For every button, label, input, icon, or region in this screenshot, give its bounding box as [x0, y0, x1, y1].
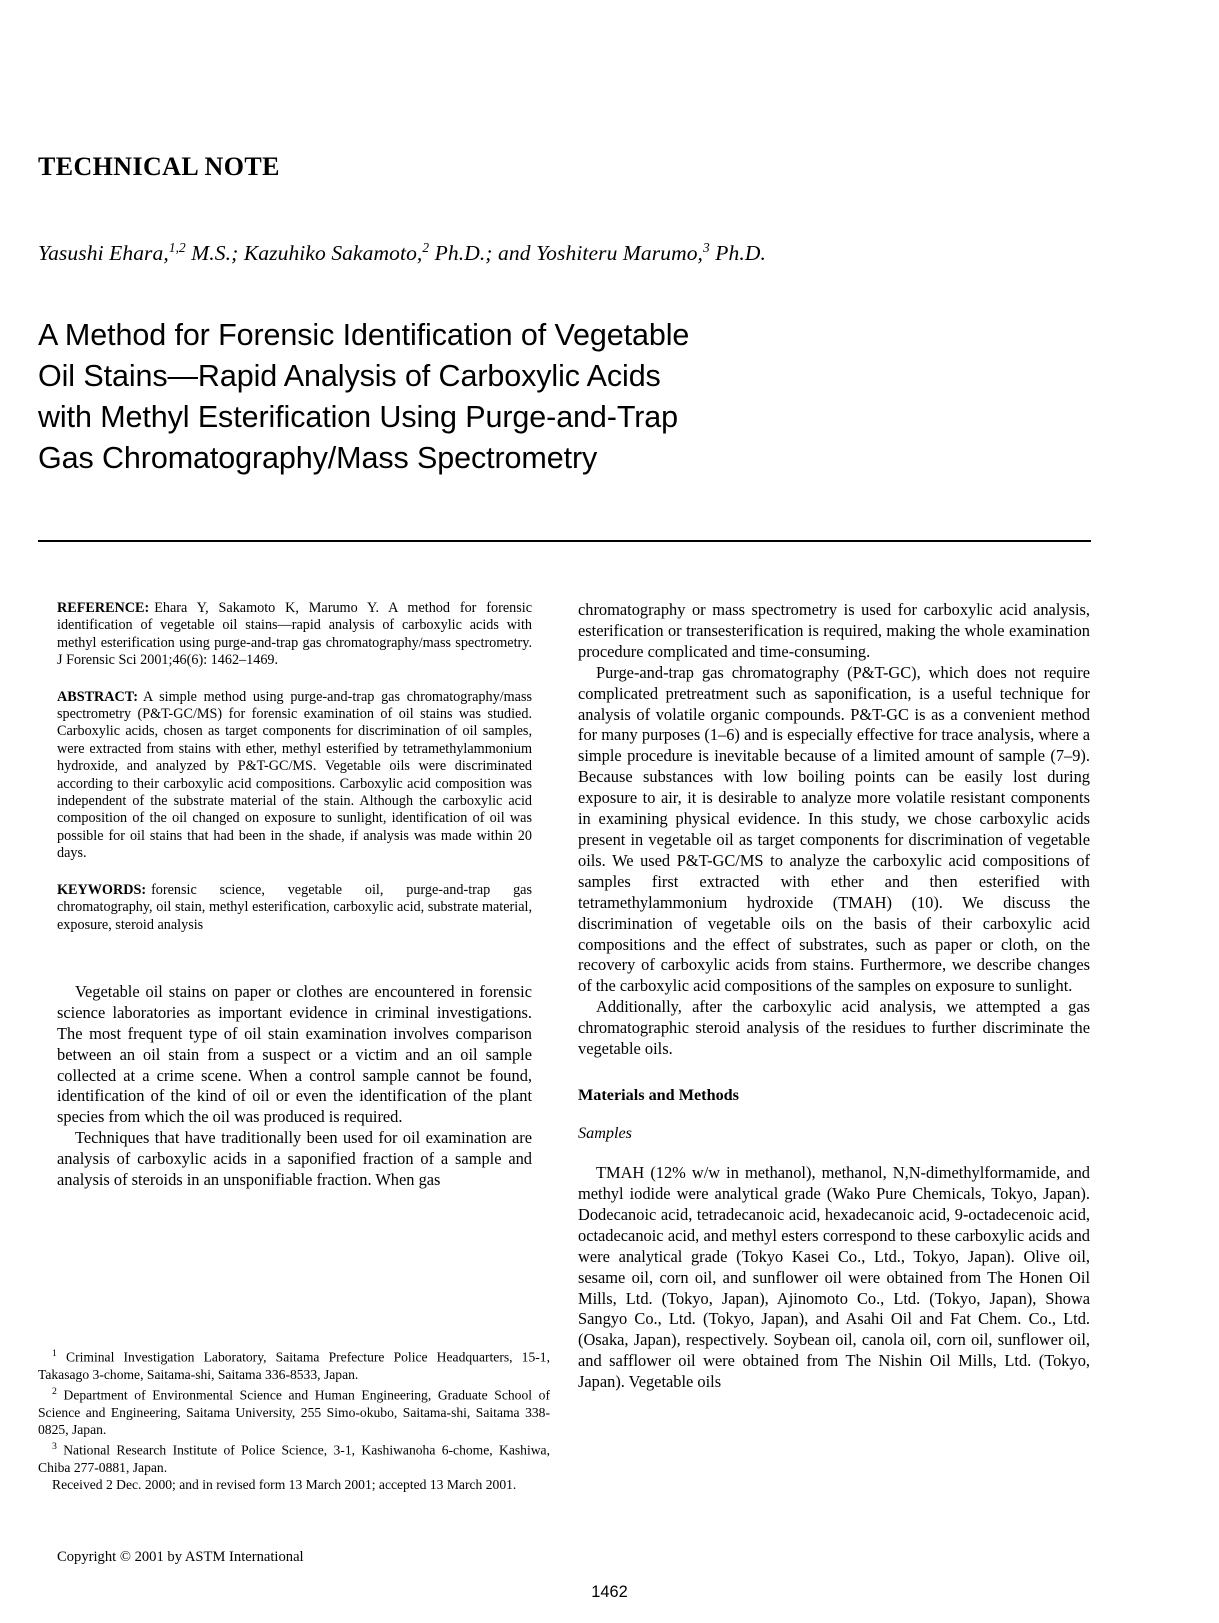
footnote-2: $^2$ Department of Environmental Science and Human Engineering, Graduate School of Science and Engineering, Saitama University, 255 Simo-okubo, Saitama-shi, Saitama 338-0825, Japan. — [38, 1385, 550, 1437]
footnote-3: $^3$ National Research Institute of Police Science, 3-1, Kashiwanoha 6-chome, Kashiwa, Chiba 277-0881, Japan. — [38, 1441, 550, 1475]
footnote-1: $^1$ Criminal Investigation Laboratory, Saitama Prefecture Police Headquarters, 15-1, Takasago 3-chome, Saitama-shi, Saitama 336-8533, Japan. — [38, 1348, 550, 1382]
intro-paragraph-3: Purge-and-trap gas chromatography (P&T-GC), which does not require complicated pretreatment such as saponification, is a useful technique for analysis of volatile organic compounds. P&T-GC is as a convenient method for many purposes (1–6) and is especially effective for trace analysis, where a simple procedure is inevitable because of a limited amount of sample (7–9). Because substances with low boiling points can be easily lost during exposure to air, it is desirable to analyze more volatile resistant components in examining physical evidence. In this study, we chose carboxylic acids present in vegetable oil as target components for discrimination of vegetable oils. We used P&T-GC/MS to analyze the carboxylic acid compositions of samples first extracted with ether and then esterified with tetramethylammonium hydroxide (TMAH) (10). We discuss the discrimination of vegetable oils on the basis of their carboxylic acid compositions and the effect of substrates, such as paper or cloth, on the recovery of carboxylic acids from stains. Furthermore, we describe changes of the carboxylic acid compositions of the samples on exposure to sunlight. — [578, 662, 1090, 996]
intro-paragraph-1: Vegetable oil stains on paper or clothes are encountered in forensic science laboratories as important evidence in criminal investigations. The most frequent type of oil stain examination involves comparison between an oil stain from a suspect or a victim and an oil sample collected at a crime scene. When a control sample cannot be found, identification of the kind of oil or even the identification of the plant species from which the oil was produced is required. — [57, 981, 532, 1127]
intro-paragraph-4: Additionally, after the carboxylic acid analysis, we attempted a gas chromatographic steroid analysis of the residues to further discriminate the vegetable oils. — [578, 997, 1090, 1059]
page-number: 1462 — [591, 1583, 628, 1601]
title-line-2: Oil Stains—Rapid Analysis of Carboxylic Acids — [38, 359, 661, 393]
title-line-3: with Methyl Esterification Using Purge-and-Trap — [38, 400, 679, 434]
abstract-text: A simple method using purge-and-trap gas chromatography/mass spectrometry (P&T-GC/MS) for forensic examination of oil stains was studied. Carboxylic acids, chosen as target components for discrimination of oil samples, were extracted from stains with ether, methyl esterified by tetramethylammonium hydroxide, and analyzed by P&T-GC/MS. Vegetable oils were discriminated according to their carboxylic acid compositions. Carboxylic acid composition was independent of the substrate material of the stain. Although the carboxylic acid composition of the oil changed on exposure to sunlight, identification of oil was possible for oil stains that had been in the shade, if analysis was made within 20 days. — [57, 688, 532, 862]
author-list: Yasushi Ehara,$^{1,2}$ M.S.; Kazuhiko Sakamoto,$^2$ Ph.D.; and Yoshiteru Marumo,$^3$ Ph.D. — [38, 240, 766, 266]
left-column — [57, 600, 532, 1191]
footnote-received: Received 2 Dec. 2000; and in revised form 13 March 2001; accepted 13 March 2001. — [52, 1477, 517, 1493]
keywords-text: forensic science, vegetable oil, purge-and-trap gas chromatography, oil stain, methyl esterification, carboxylic acid, substrate material, exposure, steroid analysis — [57, 881, 532, 933]
keywords-block — [57, 882, 532, 934]
copyright-notice: Copyright © 2001 by ASTM International — [57, 1549, 304, 1565]
reference-text: Ehara Y, Sakamoto K, Marumo Y. A method for forensic identification of vegetable oil stains—rapid analysis of carboxylic acids with methyl esterification using purge-and-trap gas chromatography/mass spectrometry. J Forensic Sci 2001;46(6): 1462–1469. — [57, 600, 532, 669]
title-line-1: A Method for Forensic Identification of Vegetable — [38, 318, 690, 352]
section-label: TECHNICAL NOTE — [38, 152, 280, 181]
samples-paragraph: TMAH (12% w/w in methanol), methanol, N,N-dimethylformamide, and methyl iodide were analytical grade (Wako Pure Chemicals, Tokyo, Japan). Dodecanoic acid, tetradecanoic acid, hexadecanoic acid, 9-octadecenoic acid, octadecanoic acid, and methyl esters correspond to these carboxylic acids and were analytical grade (Tokyo Kasei Co., Ltd., Tokyo, Japan). Olive oil, sesame oil, corn oil, and sunflower oil were obtained from The Honen Oil Mills, Ltd. (Tokyo, Japan), Ajinomoto Co., Ltd. (Tokyo, Japan), Showa Sangyo Co., Ltd. (Tokyo, Japan), and Asahi Oil and Fat Chem. Co., Ltd. (Osaka, Japan), respectively. Soybean oil, canola oil, corn oil, sunflower oil, and safflower oil were obtained from The Nishin Oil Mills, Ltd. (Tokyo, Japan). Vegetable oils — [578, 1163, 1090, 1392]
subsection-heading-samples: Samples — [578, 1123, 632, 1142]
right-column — [578, 600, 1090, 1393]
abstract-label: ABSTRACT: — [57, 688, 138, 705]
footnote-block — [38, 1345, 550, 1493]
keywords-label: KEYWORDS: — [57, 881, 147, 898]
continued-paragraph: chromatography or mass spectrometry is used for carboxylic acid analysis, esterification or transesterification is required, making the whole examination procedure complicated and time-consuming. — [578, 600, 1090, 661]
abstract-block — [57, 689, 532, 863]
title-line-4: Gas Chromatography/Mass Spectrometry — [38, 441, 598, 475]
intro-paragraph-2: Techniques that have traditionally been used for oil examination are analysis of carboxylic acids in a saponified fraction of a sample and analysis of steroids in an unsponifiable fraction. When gas — [57, 1128, 532, 1190]
page-title — [38, 315, 918, 479]
reference-block — [57, 600, 532, 670]
section-heading-materials-and-methods: Materials and Methods — [578, 1085, 739, 1104]
horizontal-divider — [38, 540, 1091, 542]
reference-label: REFERENCE: — [57, 600, 150, 616]
